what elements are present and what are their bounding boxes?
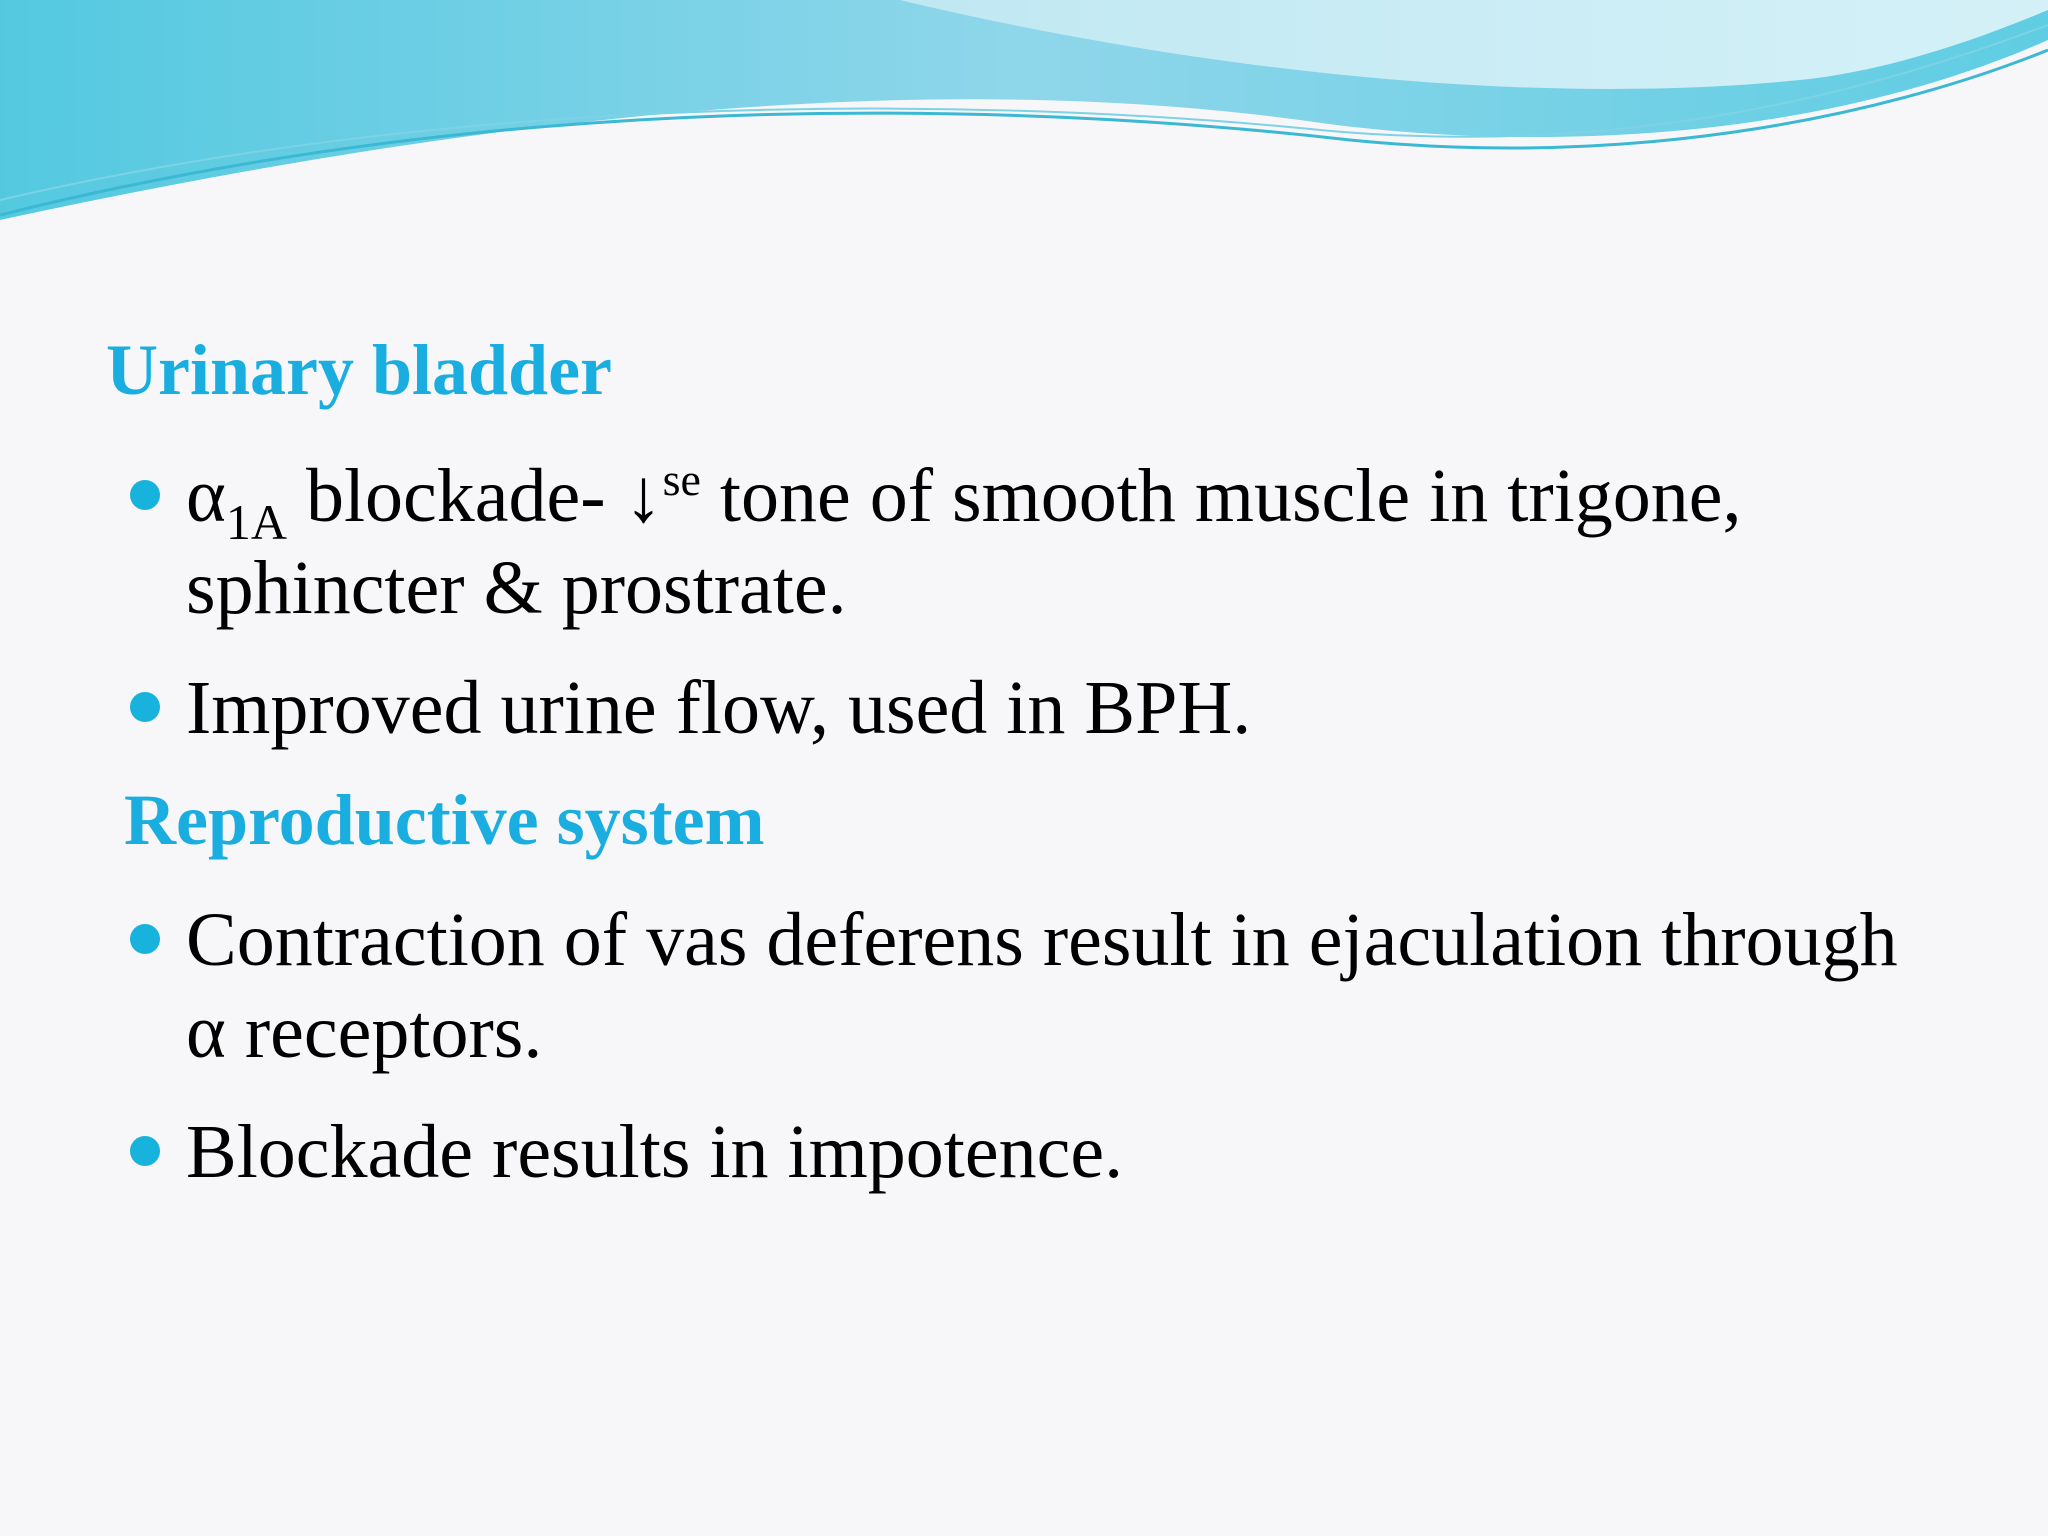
bullet-dot-icon <box>130 924 160 954</box>
bullet-alpha1a-blockade <box>130 450 1930 634</box>
section-heading-reproductive-system: Reproductive system <box>124 780 765 860</box>
bullet-dot-icon <box>130 1136 160 1166</box>
bullet-blockade-impotence <box>130 1106 1930 1198</box>
blockade-text: blockade- ↓ <box>286 454 663 538</box>
tone-text: tone of smooth muscle in trigone, sphincter & prostrate. <box>186 454 1742 630</box>
bullet-vas-deferens-contraction <box>130 894 1930 1078</box>
header-wave-decoration <box>0 0 2048 240</box>
bullet-dot-icon <box>130 480 160 510</box>
bullet-improved-urine-flow <box>130 662 1930 754</box>
bullet-text: Improved urine flow, used in BPH. <box>186 666 1252 750</box>
subscript-1a: 1A <box>225 494 287 550</box>
bullet-text: Blockade results in impotence. <box>186 1110 1124 1194</box>
bullet-text: Contraction of vas deferens result in ejaculation through α receptors. <box>186 898 1898 1074</box>
bullet-text <box>186 450 1930 634</box>
alpha-symbol: α <box>186 454 226 538</box>
bullet-dot-icon <box>130 692 160 722</box>
section-heading-urinary-bladder: Urinary bladder <box>106 330 613 410</box>
superscript-se: se <box>662 454 701 505</box>
